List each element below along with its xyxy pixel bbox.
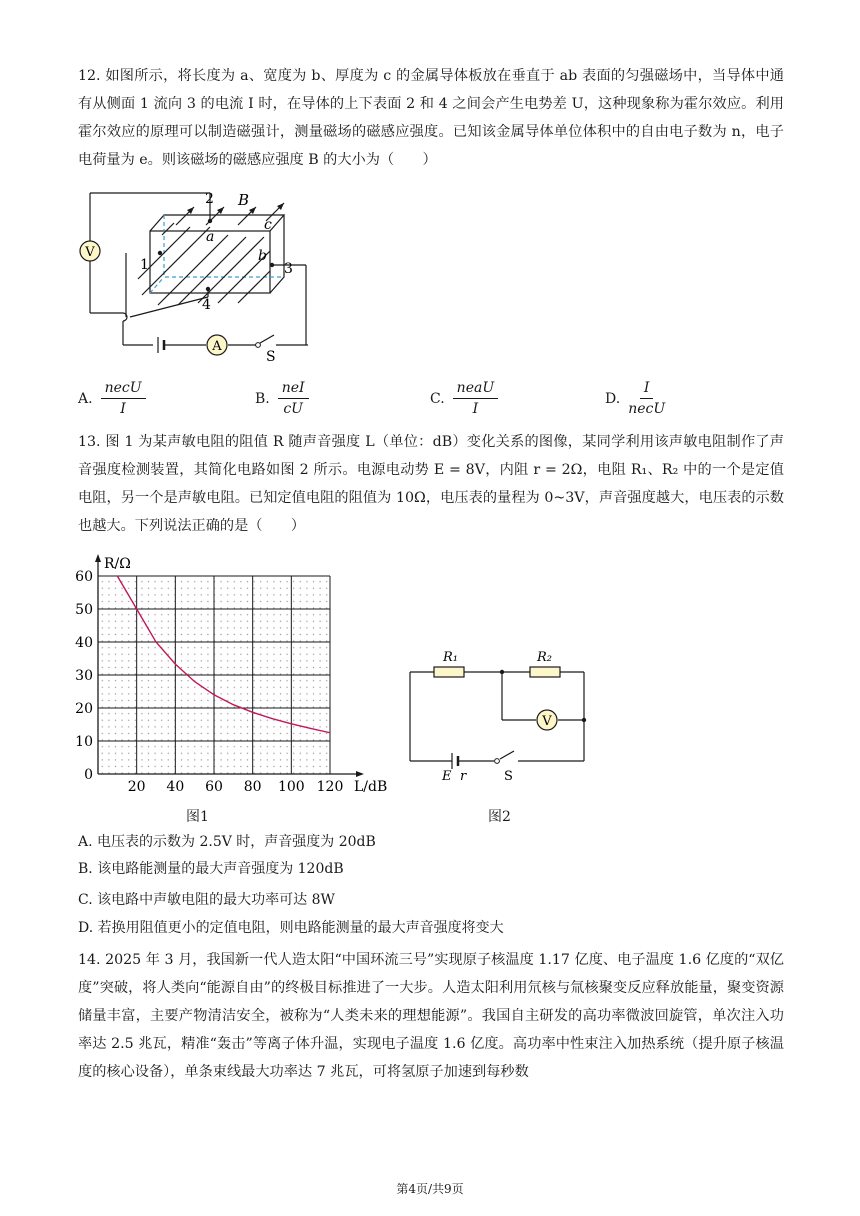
x-tick-label: 80 [243, 779, 262, 795]
y-tick-label: 60 [75, 569, 93, 585]
page-footer: 第4页/共9页 [396, 1182, 464, 1196]
fig2-caption: 图2 [488, 809, 511, 825]
resistance-vs-sound-chart [66, 552, 388, 802]
label-c: c [264, 217, 272, 233]
label-S: S [266, 349, 276, 365]
voltmeter-label: V [542, 714, 552, 729]
option-letter: C. [430, 390, 445, 407]
x-axis-arrow [356, 771, 364, 777]
label-a: a [206, 229, 215, 245]
label-4: 4 [202, 297, 211, 313]
label-R2: R₂ [537, 650, 552, 665]
option-letter: A. [78, 390, 93, 407]
x-axis-label: L/dB [354, 779, 388, 795]
option-letter: D. [605, 390, 621, 407]
label-S: S [504, 769, 513, 784]
option-letter: B. [255, 390, 270, 407]
y-tick-label: 30 [75, 668, 93, 684]
option-fraction: $\frac{I}{\text{necU}}$ [628, 380, 666, 417]
x-tick-label: 120 [316, 779, 344, 795]
x-tick-label: 20 [127, 779, 146, 795]
x-tick-label: 100 [277, 779, 305, 795]
x-tick-label: 40 [166, 779, 185, 795]
q12-option-b[interactable] [255, 380, 309, 417]
label-B: B [238, 191, 250, 209]
q13-text: 13. 图 1 为某声敏电阻的阻值 R 随声音强度 L（单位：dB）变化关系的图像，某同学利用该声敏电阻制作了声音强度检测装置，其简化电路如图 2 所示。电源电动势 E = 8V，内阻 r = 2Ω，电阻 R₁、R₂ 中的一个是定值电阻，另一个是声敏电阻。已知定值电阻的阻值为 10Ω，电压表的量程为 0~3V，声音强度越大，电压表的示数也越大。下列说法正确的是（ ） [78, 434, 784, 534]
option-fraction: $\frac{\text{neaU}}{I}$ [453, 380, 498, 417]
y-axis-label: R/Ω [104, 556, 131, 572]
q13-choice-a[interactable]: A. 电压表的示数为 2.5V 时，声音强度为 20dB [78, 834, 376, 850]
label-1: 1 [140, 257, 149, 273]
q14-text: 14. 2025 年 3 月，我国新一代人造太阳“中国环流三号”实现原子核温度 1.17 亿度、电子温度 1.6 亿度的“双亿度”突破，将人类向“能源自由”的终极目标推进了一大步。人造太阳利用氘核与氚核聚变反应释放能量，聚变资源储量丰富，主要产物清洁安全，被称为“人类未来的理想能源”。我国自主研发的高功率微波回旋管，单次注入功率达 2.5 兆瓦，精准“轰击”等离子体升温，实现电子温度 1.6 亿度。高功率中性束注入加热系统（提升原子核温度的核心设备），单条束线最大功率达 7 兆瓦，可将氢原子加速到每秒数 [78, 952, 784, 1080]
sound-detector-circuit [400, 645, 600, 785]
label-b: b [258, 248, 267, 264]
q12-option-d[interactable] [605, 380, 665, 417]
q12-text: 12. 如图所示，将长度为 a、宽度为 b、厚度为 c 的金属导体板放在垂直于 ab 表面的匀强磁场中，当导体中通有从侧面 1 流向 3 的电流 I 时，在导体的上下表面 2 和 4 之间会产生电势差 U，这种现象称为霍尔效应。利用霍尔效应的原理可以制造磁强计，测量磁场的磁感应强度。已知该金属导体单位体积中的自由电子数为 n，电子电荷量为 e。则该磁场的磁感应强度 B 的大小为（ ） [78, 68, 784, 168]
q12-option-a[interactable] [78, 380, 146, 417]
label-2: 2 [205, 191, 214, 207]
label-E: E [442, 769, 452, 784]
label-R1: R₁ [443, 650, 458, 665]
y-axis-arrow [95, 554, 101, 562]
option-fraction: $\frac{\text{necU}}{I}$ [101, 380, 146, 417]
q13-choice-b[interactable]: B. 该电路能测量的最大声音强度为 120dB [78, 861, 344, 877]
y-tick-label: 10 [75, 734, 93, 750]
option-fraction: $\frac{\text{neI}}{cU}$ [278, 380, 309, 417]
ammeter-label: A [212, 339, 222, 354]
q13-choice-d[interactable]: D. 若换用阻值更小的定值电阻，则电路能测量的最大声音强度将变大 [78, 920, 504, 936]
y-tick-label: 50 [75, 602, 93, 618]
y-tick-label: 20 [75, 701, 93, 717]
label-r: r [460, 769, 467, 784]
q12-option-c[interactable] [430, 380, 498, 417]
x-tick-label: 60 [205, 779, 223, 795]
q13-choice-c[interactable]: C. 该电路中声敏电阻的最大功率可达 8W [78, 892, 335, 908]
label-3: 3 [284, 261, 293, 277]
y-tick-label: 40 [75, 635, 93, 651]
hall-effect-figure [78, 185, 308, 370]
fig1-caption: 图1 [186, 809, 209, 825]
y-tick-label: 0 [84, 767, 93, 783]
voltmeter-label: V [85, 245, 95, 260]
